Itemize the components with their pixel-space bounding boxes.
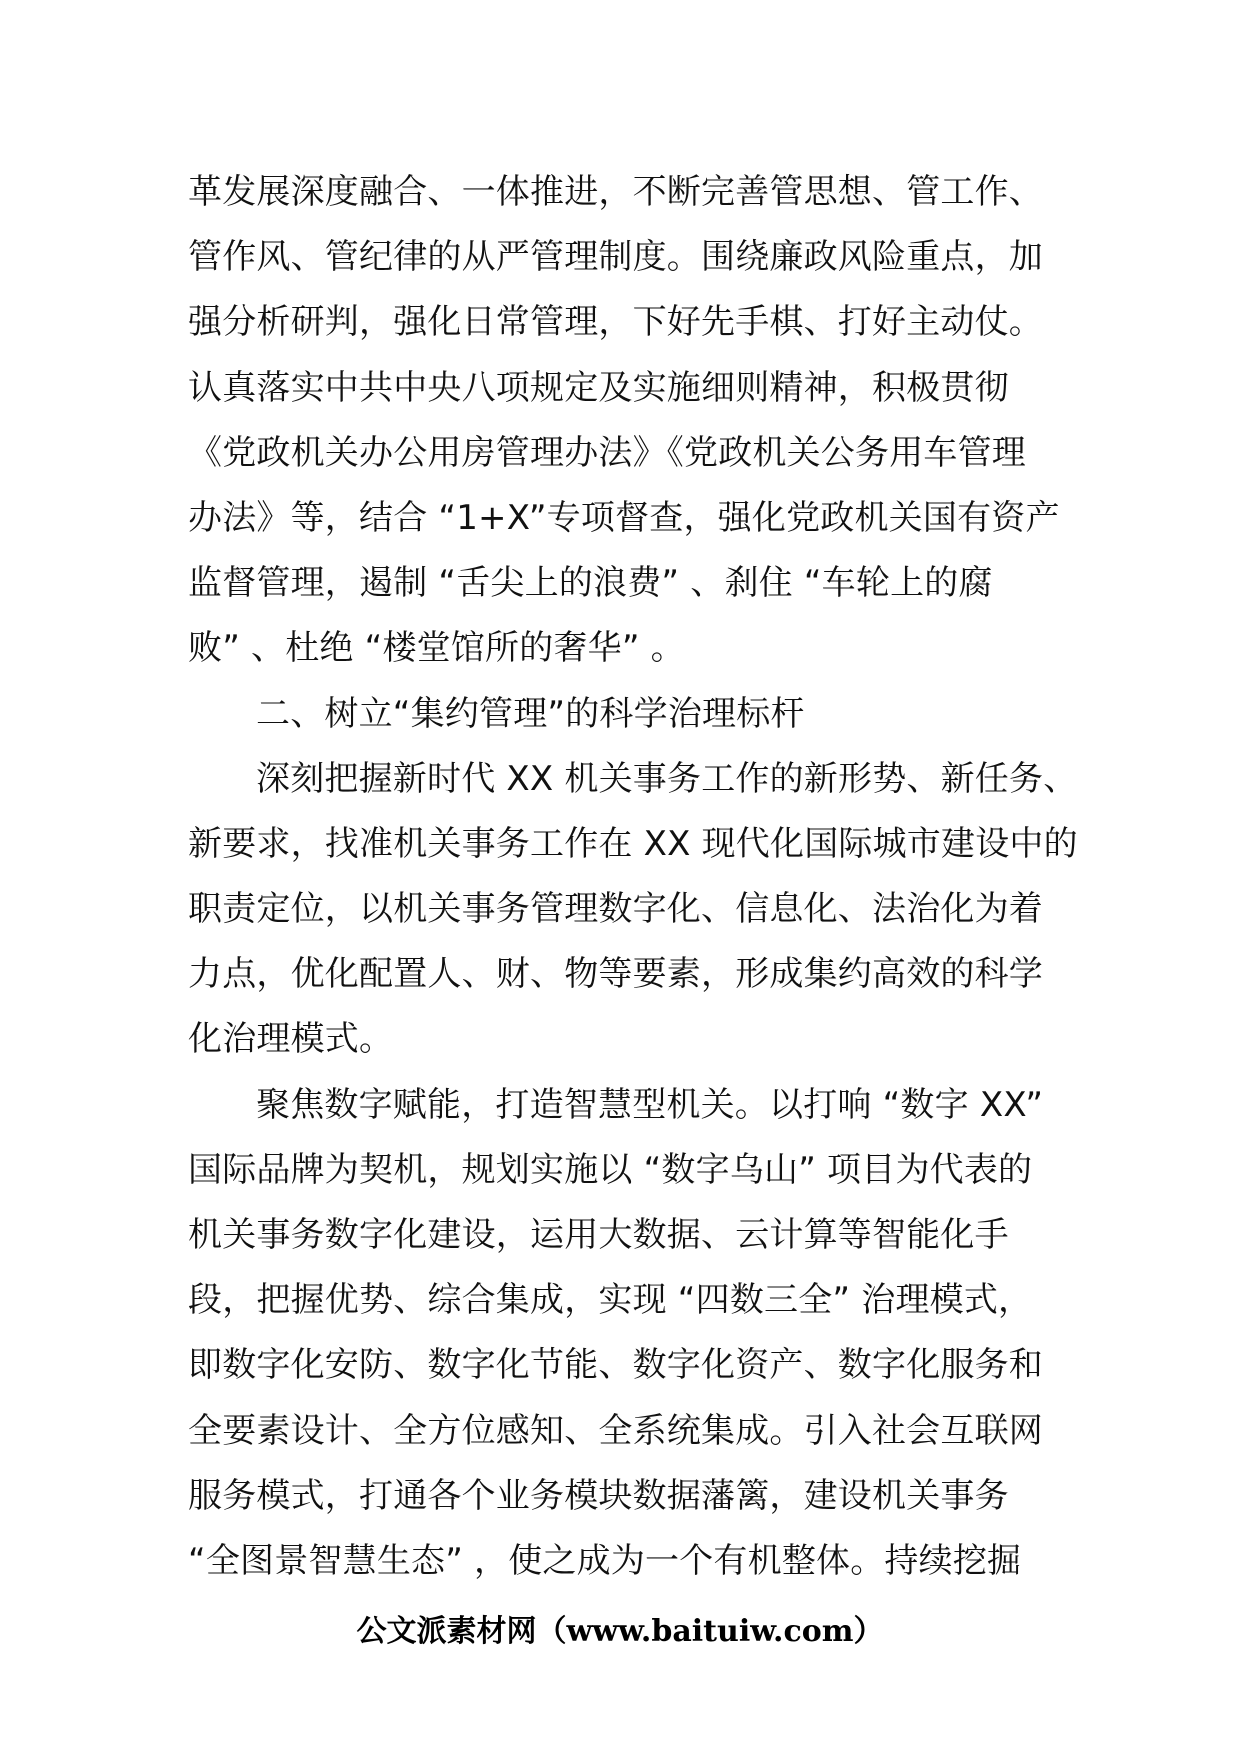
text-line: “全图景智慧生态” ，使之成为一个有机整体。持续挖掘 <box>188 1540 1022 1581</box>
text-line: 化治理模式。 <box>188 1019 394 1060</box>
text-line: 革发展深度融合、一体推进，不断完善管思想、管工作、 <box>188 172 1043 212</box>
paragraph-start-line: 聚焦数字赋能，打造智慧型机关。以打响 “数字 XX” <box>256 1084 1044 1125</box>
site-watermark-footer: 公文派素材网（www.baituiw.com） <box>356 1614 884 1649</box>
text-line: 新要求，找准机关事务工作在 XX 现代化国际城市建设中的 <box>188 823 1078 864</box>
text-line: 段，把握优势、综合集成，实现 “四数三全” 治理模式， <box>188 1280 1033 1321</box>
text-line: 强分析研判，强化日常管理，下好先手棋、打好主动仗。 <box>188 302 1043 343</box>
text-line: 办法》等，结合 “1+X”专项督查，强化党政机关国有资产 <box>188 497 1060 538</box>
text-line: 服务模式，打通各个业务模块数据藩篱，建设机关事务 <box>188 1475 1009 1516</box>
text-line: 全要素设计、全方位感知、全系统集成。引入社会互联网 <box>188 1410 1043 1451</box>
text-line: 机关事务数字化建设，运用大数据、云计算等智能化手 <box>188 1215 1009 1255</box>
section-heading: 二、树立“集约管理”的科学治理标杆 <box>256 693 805 734</box>
text-line: 职责定位，以机关事务管理数字化、信息化、法治化为着 <box>188 889 1043 930</box>
text-line: 力点，优化配置人、财、物等要素，形成集约高效的科学 <box>188 954 1043 995</box>
text-line: 即数字化安防、数字化节能、数字化资产、数字化服务和 <box>188 1345 1043 1386</box>
document-body <box>188 160 1078 1594</box>
text-line: 败” 、杜绝 “楼堂馆所的奢华” 。 <box>188 628 685 669</box>
paragraph-start-line: 深刻把握新时代 XX 机关事务工作的新形势、新任务、 <box>256 758 1078 799</box>
text-line: 监督管理，遏制 “舌尖上的浪费” 、刹住 “车轮上的腐 <box>188 563 993 604</box>
text-line: 《党政机关办公用房管理办法》《党政机关公务用车管理 <box>188 432 1026 473</box>
text-line: 国际品牌为契机，规划实施以 “数字乌山” 项目为代表的 <box>188 1149 1033 1190</box>
text-line: 认真落实中共中央八项规定及实施细则精神，积极贯彻 <box>188 367 1009 408</box>
text-line: 管作风、管纪律的从严管理制度。围绕廉政风险重点，加 <box>188 237 1043 278</box>
